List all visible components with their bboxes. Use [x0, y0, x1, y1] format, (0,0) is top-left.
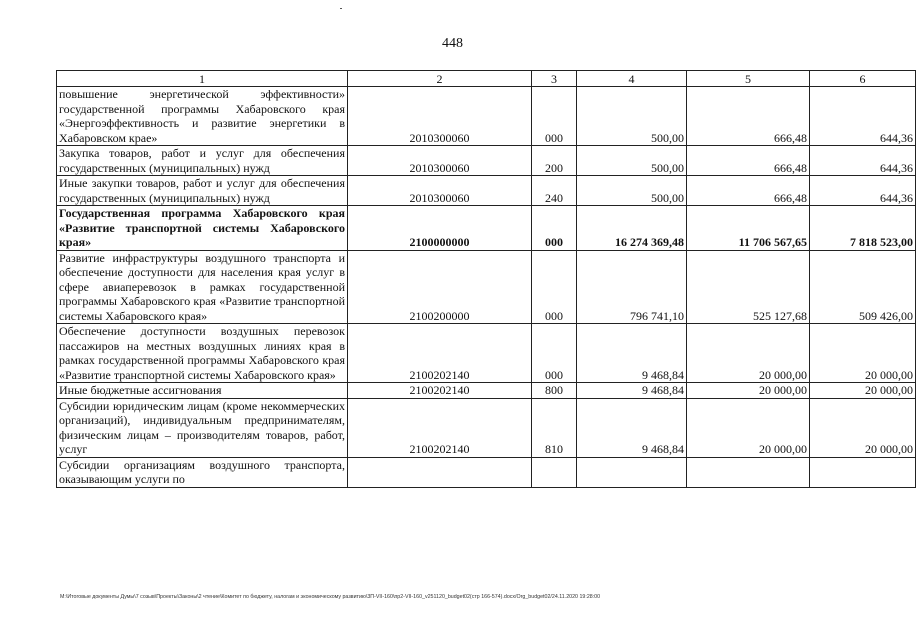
row-amount-2	[687, 457, 810, 487]
row-expense-type: 000	[532, 206, 577, 251]
row-description: Иные бюджетные ассигнования	[57, 383, 348, 399]
table-row	[57, 87, 916, 146]
row-amount-1: 9 468,84	[577, 383, 687, 399]
row-description: Субсидии организациям воздушного транспорта, оказывающим услуги по	[57, 457, 348, 487]
row-amount-3: 7 818 523,00	[810, 206, 916, 251]
row-amount-1: 796 741,10	[577, 250, 687, 324]
row-amount-3: 644,36	[810, 146, 916, 176]
row-expense-type: 000	[532, 250, 577, 324]
document-path-footer: M:\Итоговые документы Думы\7 созыв\Проекты\Законы\2 чтение\Комитет по бюджету, налогам и экономическому развитию\3П-VII-160\пр2-VII-160_v251120_budget02(стр 166-574).docx/Org_budget02/24.11.2020 19:28:00	[60, 594, 601, 600]
row-amount-1: 16 274 369,48	[577, 206, 687, 251]
row-expense-type: 200	[532, 146, 577, 176]
row-target-code	[348, 457, 532, 487]
row-expense-type: 000	[532, 324, 577, 383]
row-amount-3: 644,36	[810, 87, 916, 146]
row-amount-3	[810, 457, 916, 487]
row-amount-3: 644,36	[810, 176, 916, 206]
row-amount-2: 11 706 567,65	[687, 206, 810, 251]
row-target-code: 2100202140	[348, 324, 532, 383]
row-expense-type: 240	[532, 176, 577, 206]
row-amount-2: 20 000,00	[687, 383, 810, 399]
row-expense-type: 810	[532, 398, 577, 457]
row-amount-2: 666,48	[687, 176, 810, 206]
table-row	[57, 250, 916, 324]
table-row	[57, 176, 916, 206]
row-expense-type: 000	[532, 87, 577, 146]
row-amount-2: 20 000,00	[687, 324, 810, 383]
row-amount-2: 666,48	[687, 87, 810, 146]
row-expense-type: 800	[532, 383, 577, 399]
row-target-code: 2010300060	[348, 176, 532, 206]
header-col-5: 5	[687, 71, 810, 87]
header-col-1: 1	[57, 71, 348, 87]
row-amount-3: 20 000,00	[810, 324, 916, 383]
header-col-2: 2	[348, 71, 532, 87]
budget-table	[56, 70, 916, 488]
row-target-code: 2100200000	[348, 250, 532, 324]
row-target-code: 2100000000	[348, 206, 532, 251]
row-amount-1: 500,00	[577, 87, 687, 146]
table-row-program	[57, 206, 916, 251]
row-description: повышение энергетической эффективности» государственной программы Хабаровского края «Энергоэффективность и развитие энергетики в Хабаровском крае»	[57, 87, 348, 146]
row-amount-2: 525 127,68	[687, 250, 810, 324]
row-expense-type	[532, 457, 577, 487]
table-row	[57, 146, 916, 176]
row-amount-1: 500,00	[577, 176, 687, 206]
row-amount-3: 20 000,00	[810, 398, 916, 457]
row-target-code: 2100202140	[348, 398, 532, 457]
table-row	[57, 383, 916, 399]
header-col-4: 4	[577, 71, 687, 87]
header-row	[57, 71, 916, 87]
row-amount-1: 9 468,84	[577, 398, 687, 457]
row-description: Закупка товаров, работ и услуг для обеспечения государственных (муниципальных) нужд	[57, 146, 348, 176]
row-amount-1: 500,00	[577, 146, 687, 176]
table-row	[57, 324, 916, 383]
row-target-code: 2100202140	[348, 383, 532, 399]
row-amount-1: 9 468,84	[577, 324, 687, 383]
table-row	[57, 457, 916, 487]
header-col-6: 6	[810, 71, 916, 87]
row-amount-2: 666,48	[687, 146, 810, 176]
row-amount-1	[577, 457, 687, 487]
row-amount-2: 20 000,00	[687, 398, 810, 457]
header-col-3: 3	[532, 71, 577, 87]
table-row	[57, 398, 916, 457]
row-amount-3: 20 000,00	[810, 383, 916, 399]
row-description: Развитие инфраструктуры воздушного транспорта и обеспечение доступности для населения края услуг в сфере авиаперевозок в рамках государственной программы Хабаровского края «Развитие транспортной системы Хабаровского края»	[57, 250, 348, 324]
row-description: Иные закупки товаров, работ и услуг для обеспечения государственных (муниципальных) нужд	[57, 176, 348, 206]
row-description: Обеспечение доступности воздушных перевозок пассажиров на местных воздушных линиях края в рамках государственной программы Хабаровского края «Развитие транспортной системы Хабаровского края»	[57, 324, 348, 383]
row-target-code: 2010300060	[348, 87, 532, 146]
scan-mark	[340, 8, 342, 9]
row-description: Государственная программа Хабаровского края «Развитие транспортной системы Хабаровского края»	[57, 206, 348, 251]
row-amount-3: 509 426,00	[810, 250, 916, 324]
row-description: Субсидии юридическим лицам (кроме некоммерческих организаций), индивидуальным предпринимателям, физическим лицам – производителям товаров, работ, услуг	[57, 398, 348, 457]
row-target-code: 2010300060	[348, 146, 532, 176]
page-number: 448	[442, 36, 463, 51]
